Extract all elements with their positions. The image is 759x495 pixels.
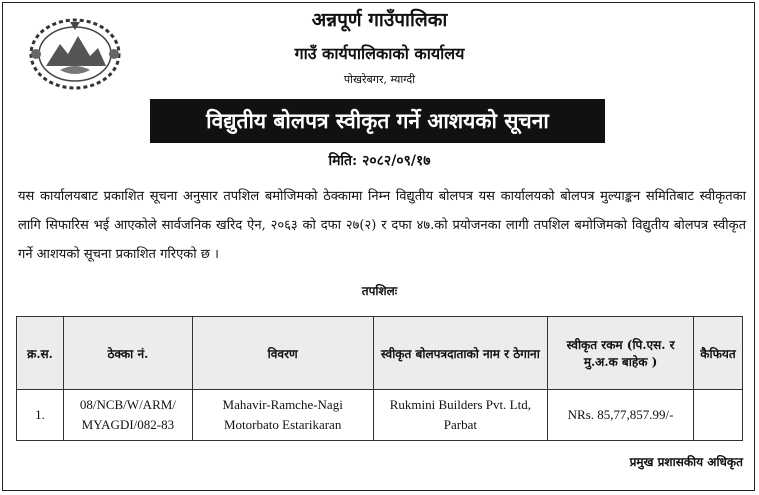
cell-remarks bbox=[693, 390, 742, 441]
notice-body: यस कार्यालयबाट प्रकाशित सूचना अनुसार तपशिल बमोजिमको ठेक्कामा निम्न विद्युतीय बोलपत्र यस कार्यालयको बोलपत्र मुल्याङ्कन समितिबाट स्वीकृतका लागि सिफारिस भई आएकोले सार्वजनिक खरिद ऐन, २०६३ को दफा २७(२) र दफा ४७.को प्रयोजनका लागी तपशिल बमोजिमको विद्युतीय बोलपत्र स्वीकृत गर्ने आशयको सूचना प्रकाशित गरिएको छ । bbox=[18, 189, 746, 262]
notice-date: मिति: २०८२/०९/१७ bbox=[328, 153, 431, 169]
details-heading: तपशिलः bbox=[361, 284, 398, 298]
cell-contract-no: 08/NCB/W/ARM/ MYAGDI/082-83 bbox=[63, 390, 192, 441]
col-header-contract-no: ठेक्का नं. bbox=[63, 317, 192, 390]
organization-name: अन्नपूर्ण गाउँपालिका bbox=[311, 9, 448, 31]
office-name: गाउँ कार्यपालिकाको कार्यालय bbox=[294, 44, 465, 63]
table-header-row bbox=[17, 317, 743, 390]
col-header-bidder: स्वीकृत बोलपत्रदाताको नाम र ठेगाना bbox=[373, 317, 548, 390]
table-row bbox=[17, 390, 743, 441]
cell-serial: 1. bbox=[17, 390, 64, 441]
col-header-amount: स्वीकृत रकम (पि.एस. र मु.अ.क बाहेक ) bbox=[548, 317, 694, 390]
office-address: पोखरेबगर, म्याग्दी bbox=[343, 73, 416, 86]
cell-description: Mahavir-Ramche-Nagi Motorbato Estarikaran bbox=[192, 390, 373, 441]
cell-amount: NRs. 85,77,857.99/- bbox=[548, 390, 694, 441]
cell-bidder: Rukmini Builders Pvt. Ltd, Parbat bbox=[373, 390, 548, 441]
bid-table bbox=[16, 316, 743, 441]
col-header-description: विवरण bbox=[192, 317, 373, 390]
col-header-serial: क्र.स. bbox=[17, 317, 64, 390]
col-header-remarks: कैफियत bbox=[693, 317, 742, 390]
notice-title: विद्युतीय बोलपत्र स्वीकृत गर्ने आशयको सूचना bbox=[150, 99, 605, 143]
signatory-title: प्रमुख प्रशासकीय अधिकृत bbox=[629, 455, 743, 469]
